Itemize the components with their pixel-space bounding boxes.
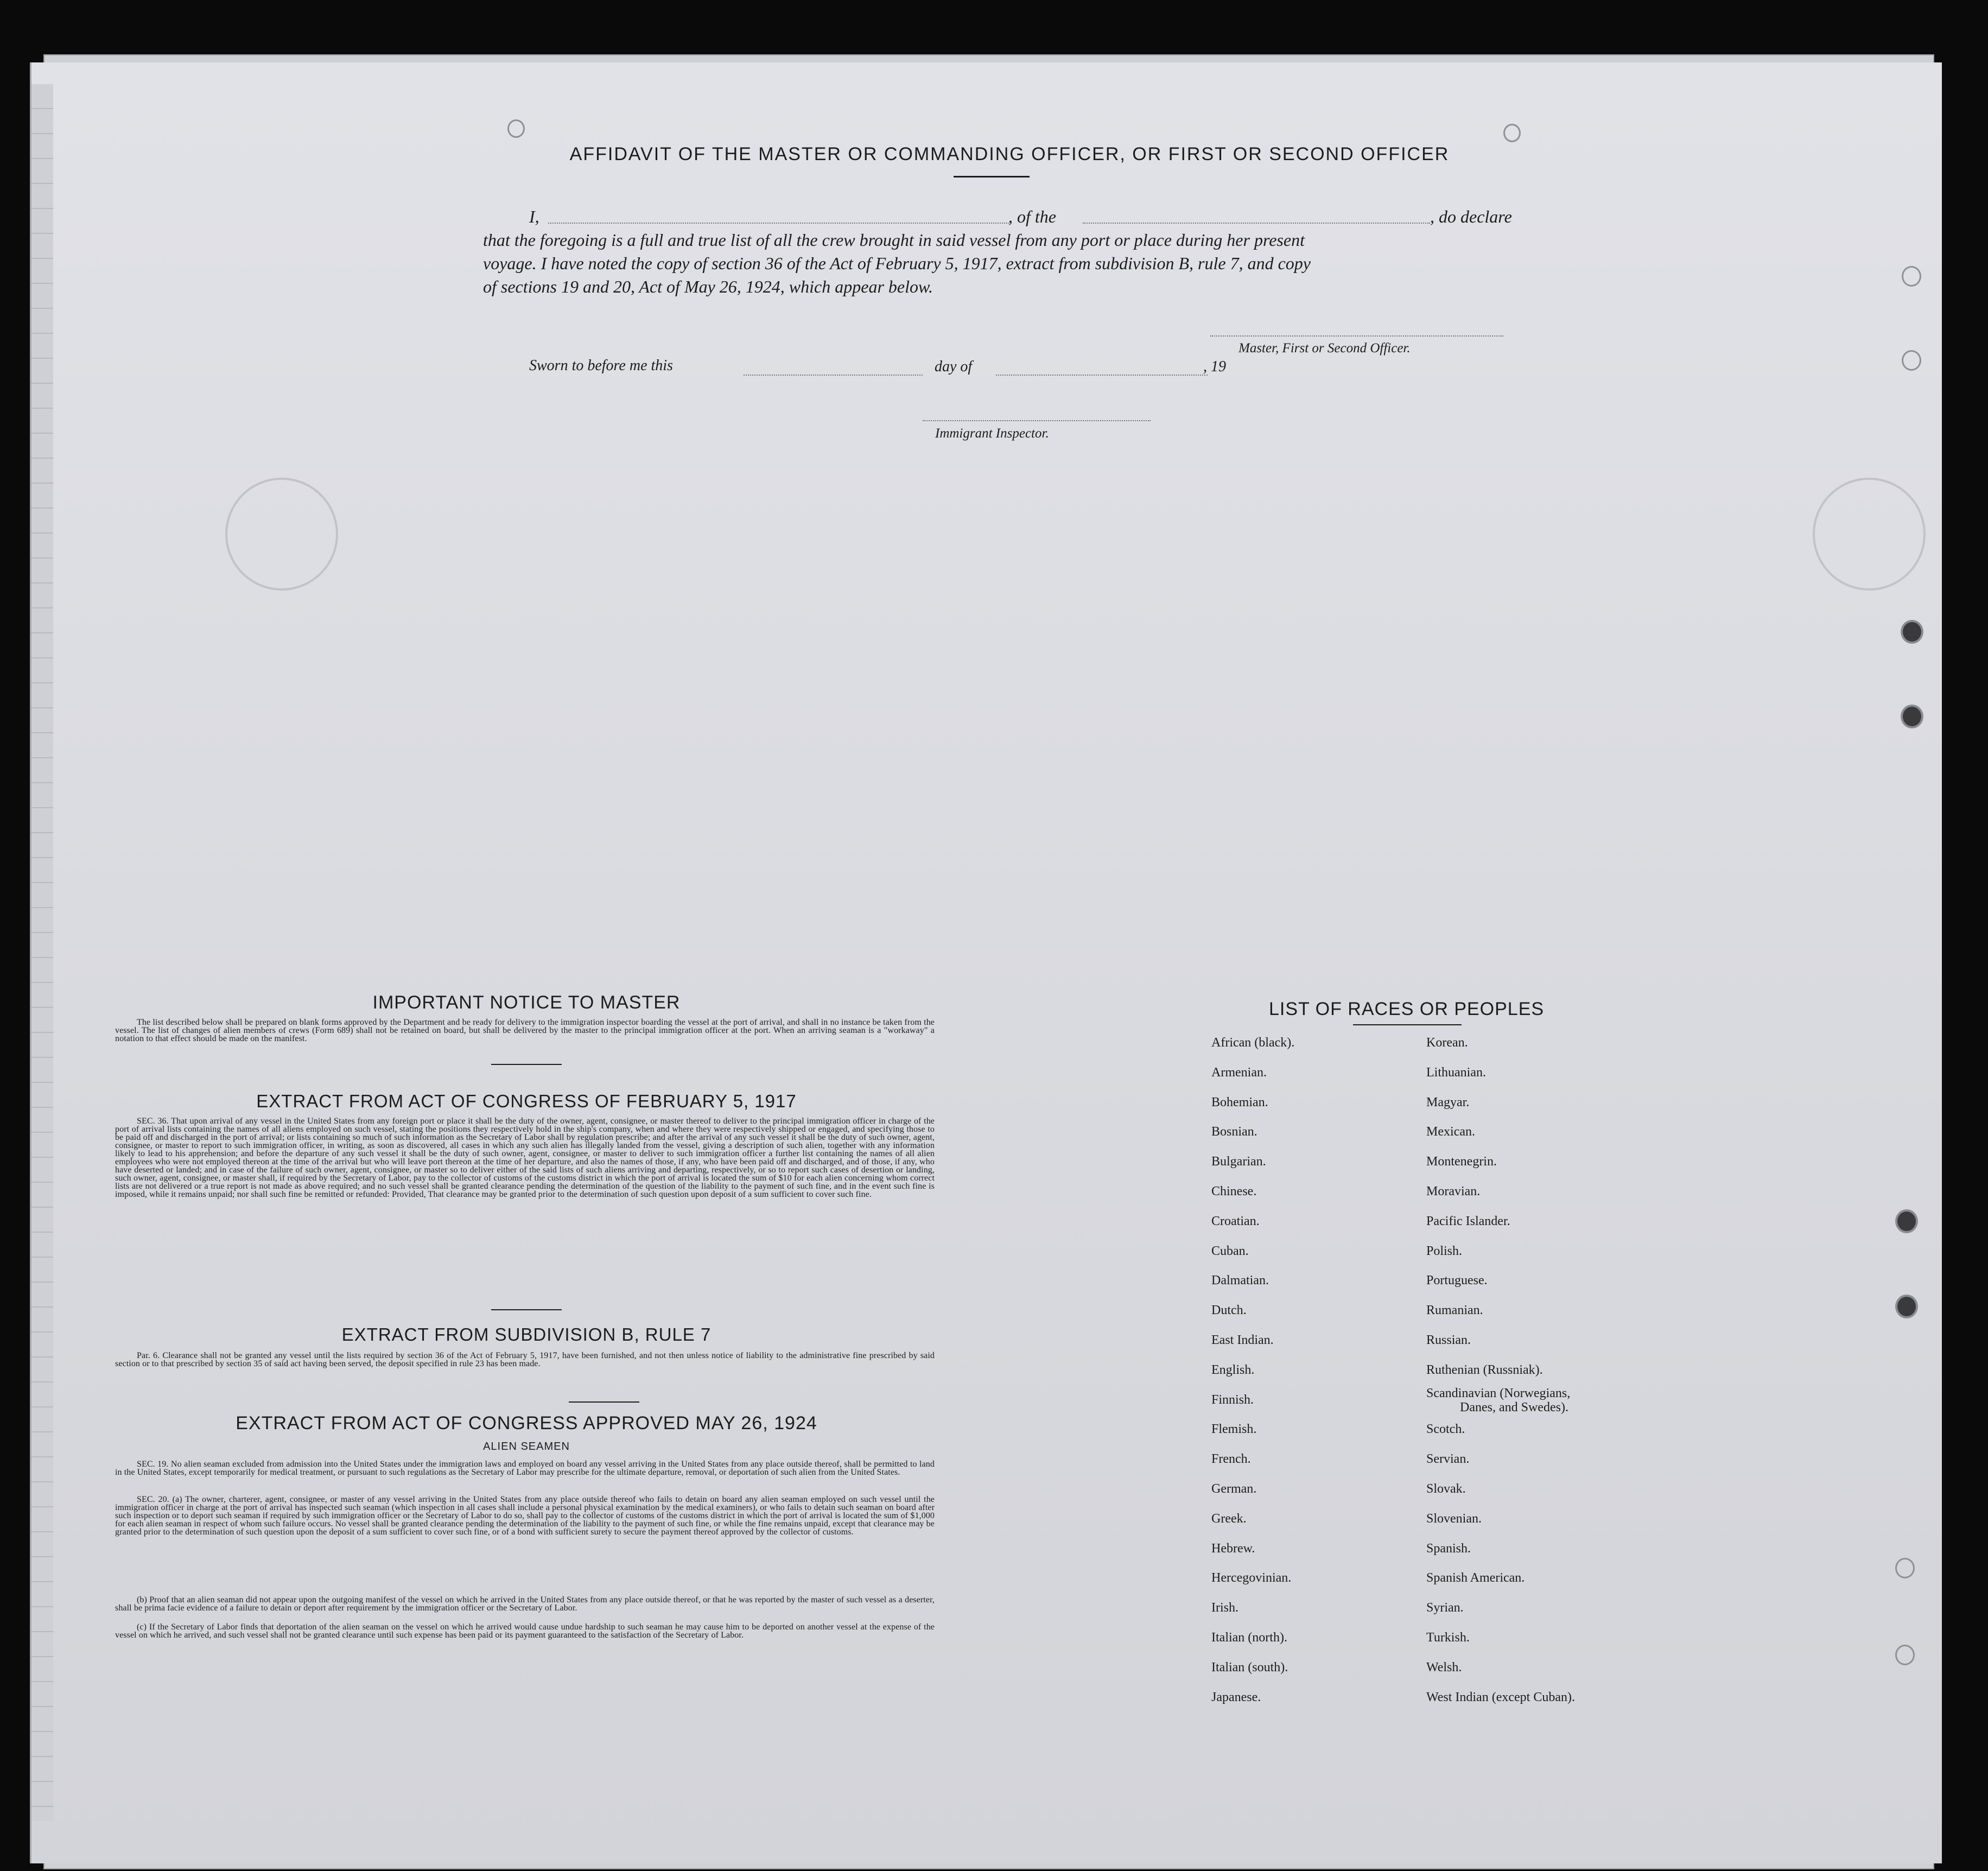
notice-body: The list described below shall be prepared on blank forms approved by the Department and be ready for delivery to the immigration inspector boarding the vessel at the port of arrival, and shall in no instance be taken from the vessel. The list of changes of alien members of crews (Form 689) shall not be retained on board, but shall be delivered by the master to the principal immigration officer at the port. When an arriving seaman is a "workaway" a notation to that effect should be made on the manifest.	[115, 1018, 935, 1043]
sec-19-body: SEC. 19. No alien seaman excluded from admission into the United States under the immigration laws and employed on board any vessel arriving in the United States from any place outside thereof, shall be permitted to land in the United States, except temporarily for medical treatment, or pursuant to such regulations as the Secretary of Labor may prescribe for the ultimate departure, removal, or deportation of such alien from the United States.	[115, 1460, 935, 1477]
race-item: Montenegrin.	[1426, 1155, 1497, 1169]
races-underline	[1353, 1024, 1462, 1025]
race-item: Scandinavian (Norwegians,	[1426, 1386, 1571, 1400]
race-item: Ruthenian (Russniak).	[1426, 1362, 1543, 1377]
race-item: Hebrew.	[1211, 1541, 1255, 1556]
race-item: West Indian (except Cuban).	[1426, 1690, 1575, 1704]
race-item: Pacific Islander.	[1426, 1214, 1510, 1228]
race-item: Armenian.	[1211, 1065, 1267, 1080]
sec-20c-body: (c) If the Secretary of Labor finds that deportation of the alien seaman on the vessel on which he arrived would cause undue hardship to such seaman he may cause him to be deported on another vessel at the expense of the vessel on which he arrived, and such vessel shall not be granted clearance until such expense has been paid or its payment guaranteed to the satisfaction of the Secretary of Labor.	[115, 1622, 935, 1640]
page-edge-strip	[31, 84, 53, 1821]
binder-hole-4	[1901, 705, 1923, 728]
affidavit-title: AFFIDAVIT OF THE MASTER OR COMMANDING OFFICER, OR FIRST OR SECOND OFFICER	[569, 144, 1450, 164]
race-item: Portuguese.	[1426, 1273, 1488, 1288]
year-label: , 19	[1203, 358, 1226, 375]
binder-hole-7	[1895, 1558, 1915, 1578]
race-item: Flemish.	[1211, 1422, 1257, 1437]
race-item: Polish.	[1426, 1244, 1463, 1258]
affidavit-line-2: that the foregoing is a full and true list of all the crew brought in said vessel from any port or place during her present	[483, 230, 1305, 250]
alien-seamen-subtitle: ALIEN SEAMEN	[483, 1441, 570, 1453]
race-item: Greek.	[1211, 1511, 1247, 1526]
rule-7-divider	[569, 1401, 639, 1403]
races-title: LIST OF RACES OR PEOPLES	[1269, 999, 1545, 1019]
vessel-blank[interactable]	[1083, 223, 1430, 224]
race-item: Korean.	[1426, 1036, 1468, 1050]
binder-hole-6	[1895, 1295, 1918, 1318]
notice-title: IMPORTANT NOTICE TO MASTER	[372, 992, 681, 1013]
race-item: Lithuanian.	[1426, 1065, 1486, 1080]
master-signature-blank[interactable]	[1210, 335, 1503, 337]
affidavit-i: I,	[529, 207, 539, 226]
sworn-month-blank[interactable]	[996, 375, 1208, 376]
race-item: Cuban.	[1211, 1244, 1249, 1258]
binder-hole-5	[1895, 1209, 1918, 1233]
race-item: Syrian.	[1426, 1601, 1464, 1615]
faint-stamp-left	[225, 478, 338, 591]
sec-20a-body: SEC. 20. (a) The owner, charterer, agent, consignee, or master of any vessel arriving in the United States from any place outside thereof who fails to detain on board any alien seaman employed on such vessel until the immigration officer in charge at the port of arrival has inspected such seaman (which inspection in all cases shall include a personal physical examination by the medical examiners), or who fails to detain such seaman on board after such inspection or to deport such seaman if required by such immigration officer or the Secretary of Labor to do so, shall pay to the collector of customs of the customs district in which the port of arrival is located the sum of $1,000 for each alien seaman in respect of whom such failure occurs. No vessel shall be granted clearance pending the determination of the liability to the payment of such fine, or while the fine remains unpaid, except that clearance may be granted prior to the determination of such question upon the deposit of a sum sufficient to cover such fine, or of a bond with sufficient surety to secure the payment thereof approved by the collector of customs.	[115, 1495, 935, 1537]
race-item: Scotch.	[1426, 1422, 1465, 1437]
race-item: Welsh.	[1426, 1660, 1462, 1675]
binder-hole-3	[1901, 620, 1923, 644]
race-item: German.	[1211, 1482, 1257, 1496]
race-item: Italian (south).	[1211, 1660, 1288, 1675]
affidavit-line-3: voyage. I have noted the copy of section 36 of the Act of February 5, 1917, extract from subdivision B, rule 7, and copy	[483, 253, 1311, 273]
rule-7-body: Par. 6. Clearance shall not be granted any vessel until the lists required by section 36 of the Act of February 5, 1917, have been furnished, and not then unless notice of liability to the administrative fine prescribed by said section or to that prescribed by section 35 of said act having been served, the deposit specified in rule 23 has been made.	[115, 1351, 935, 1368]
rule-7-title: EXTRACT FROM SUBDIVISION B, RULE 7	[341, 1324, 712, 1344]
affidavit-line-4: of sections 19 and 20, Act of May 26, 1924, which appear below.	[483, 277, 933, 296]
extract-1917-title: EXTRACT FROM ACT OF CONGRESS OF FEBRUARY 5, 1917	[256, 1091, 797, 1111]
race-item: Chinese.	[1211, 1184, 1257, 1198]
manifest-page	[30, 62, 1942, 1863]
race-item: Spanish.	[1426, 1541, 1471, 1556]
race-item: Spanish American.	[1426, 1571, 1525, 1585]
race-item: African (black).	[1211, 1036, 1295, 1050]
race-item: Danes, and Swedes).	[1460, 1400, 1568, 1415]
affidavit-declare: , do declare	[1430, 207, 1512, 226]
extract-1917-divider	[491, 1309, 562, 1310]
binder-hole-2	[1902, 350, 1921, 371]
binder-hole-top-right	[1503, 124, 1521, 142]
race-item: Dalmatian.	[1211, 1273, 1269, 1288]
race-item: Slovak.	[1426, 1482, 1466, 1496]
race-item: Turkish.	[1426, 1631, 1470, 1645]
binder-hole-top-left	[507, 119, 525, 138]
race-item: English.	[1211, 1362, 1255, 1377]
day-of-label: day of	[935, 358, 973, 375]
race-item: Mexican.	[1426, 1125, 1475, 1139]
race-item: Magyar.	[1426, 1095, 1470, 1109]
binder-hole-1	[1902, 266, 1921, 287]
faint-stamp-right	[1813, 478, 1926, 591]
inspector-signature-blank[interactable]	[923, 420, 1151, 421]
binder-hole-8	[1895, 1645, 1915, 1665]
sworn-label: Sworn to before me this	[529, 357, 673, 374]
race-item: Japanese.	[1211, 1690, 1261, 1704]
race-item: Russian.	[1426, 1333, 1471, 1347]
race-item: Slovenian.	[1426, 1511, 1482, 1526]
race-item: Bosnian.	[1211, 1125, 1257, 1139]
notice-divider	[491, 1064, 562, 1065]
sworn-day-blank[interactable]	[744, 375, 923, 376]
sec-20b-body: (b) Proof that an alien seaman did not appear upon the outgoing manifest of the vessel on which he arrived in the United States from any place outside thereof, or that he was reported by the master of such vessel as a deserter, shall be prima facie evidence of a failure to detain or deport after requirement by the immigration officer or the Secretary of Labor.	[115, 1595, 935, 1613]
race-item: Italian (north).	[1211, 1631, 1287, 1645]
race-item: Croatian.	[1211, 1214, 1260, 1228]
race-item: Bulgarian.	[1211, 1155, 1266, 1169]
race-item: Dutch.	[1211, 1303, 1247, 1318]
race-item: East Indian.	[1211, 1333, 1274, 1347]
race-item: Hercegovinian.	[1211, 1571, 1292, 1585]
race-item: Servian.	[1426, 1452, 1470, 1467]
race-item: Finnish.	[1211, 1392, 1254, 1407]
race-item: Bohemian.	[1211, 1095, 1268, 1109]
extract-1917-body: SEC. 36. That upon arrival of any vessel in the United States from any foreign port or place it shall be the duty of the owner, agent, consignee, or master thereof to deliver to the principal immigration officer in charge of the port of arrival lists containing the names of all aliens employed on such vessel, stating the positions they respectively hold in the ship's company, when and where they were respectively shipped or engaged, and specifying those to be paid off and discharged in the port of arrival; or lists containing so much of such information as the Secretary of Labor shall by regulation prescribe; and after the arrival of any such vessel it shall be the duty of such owner, agent, consignee, or master to report to such immigration officer, in writing, as soon as discovered, all cases in which any such alien has illegally landed from the vessel, giving a description of such alien, together with any information likely to lead to his apprehension; and before the departure of any such vessel it shall be the duty of such owner, agent, consignee, or master to deliver to such immigration officer a further list containing the names of all alien employees who were not employed thereon at the time of the arrival but who will leave port thereon at the time of her departure, and also the names of those, if any, who have been paid off and discharged, and of those, if any, who have deserted or landed; and in case of the failure of such owner, agent, consignee, or master so to deliver either of the said lists of such aliens arriving and departing, respectively, or so to report such cases of desertion or landing, such owner, agent, consignee, or master shall, if required by the Secretary of Labor, pay to the collector of customs of the customs district in which the port of arrival is located the sum of $10 for each alien concerning whom correct lists are not delivered or a true report is not made as above required; and no such vessel shall be granted clearance pending the determination of the question of the liability to the payment of such fine, and in the event such fine is imposed, while it remains unpaid; nor shall such fine be remitted or refunded: Provided, That clearance may be granted prior to the determination of such question upon deposit of a sum sufficient to cover such fine.	[115, 1117, 935, 1199]
race-item: Rumanian.	[1426, 1303, 1483, 1318]
title-underline	[954, 176, 1030, 177]
affidavit-of-the: , of the	[1008, 207, 1056, 226]
extract-1924-title: EXTRACT FROM ACT OF CONGRESS APPROVED MAY 26, 1924	[236, 1413, 817, 1434]
name-blank[interactable]	[548, 223, 1009, 224]
race-item: French.	[1211, 1452, 1251, 1467]
master-label: Master, First or Second Officer.	[1238, 341, 1411, 356]
race-item: Moravian.	[1426, 1184, 1481, 1198]
inspector-label: Immigrant Inspector.	[935, 426, 1049, 441]
race-item: Irish.	[1211, 1601, 1238, 1615]
